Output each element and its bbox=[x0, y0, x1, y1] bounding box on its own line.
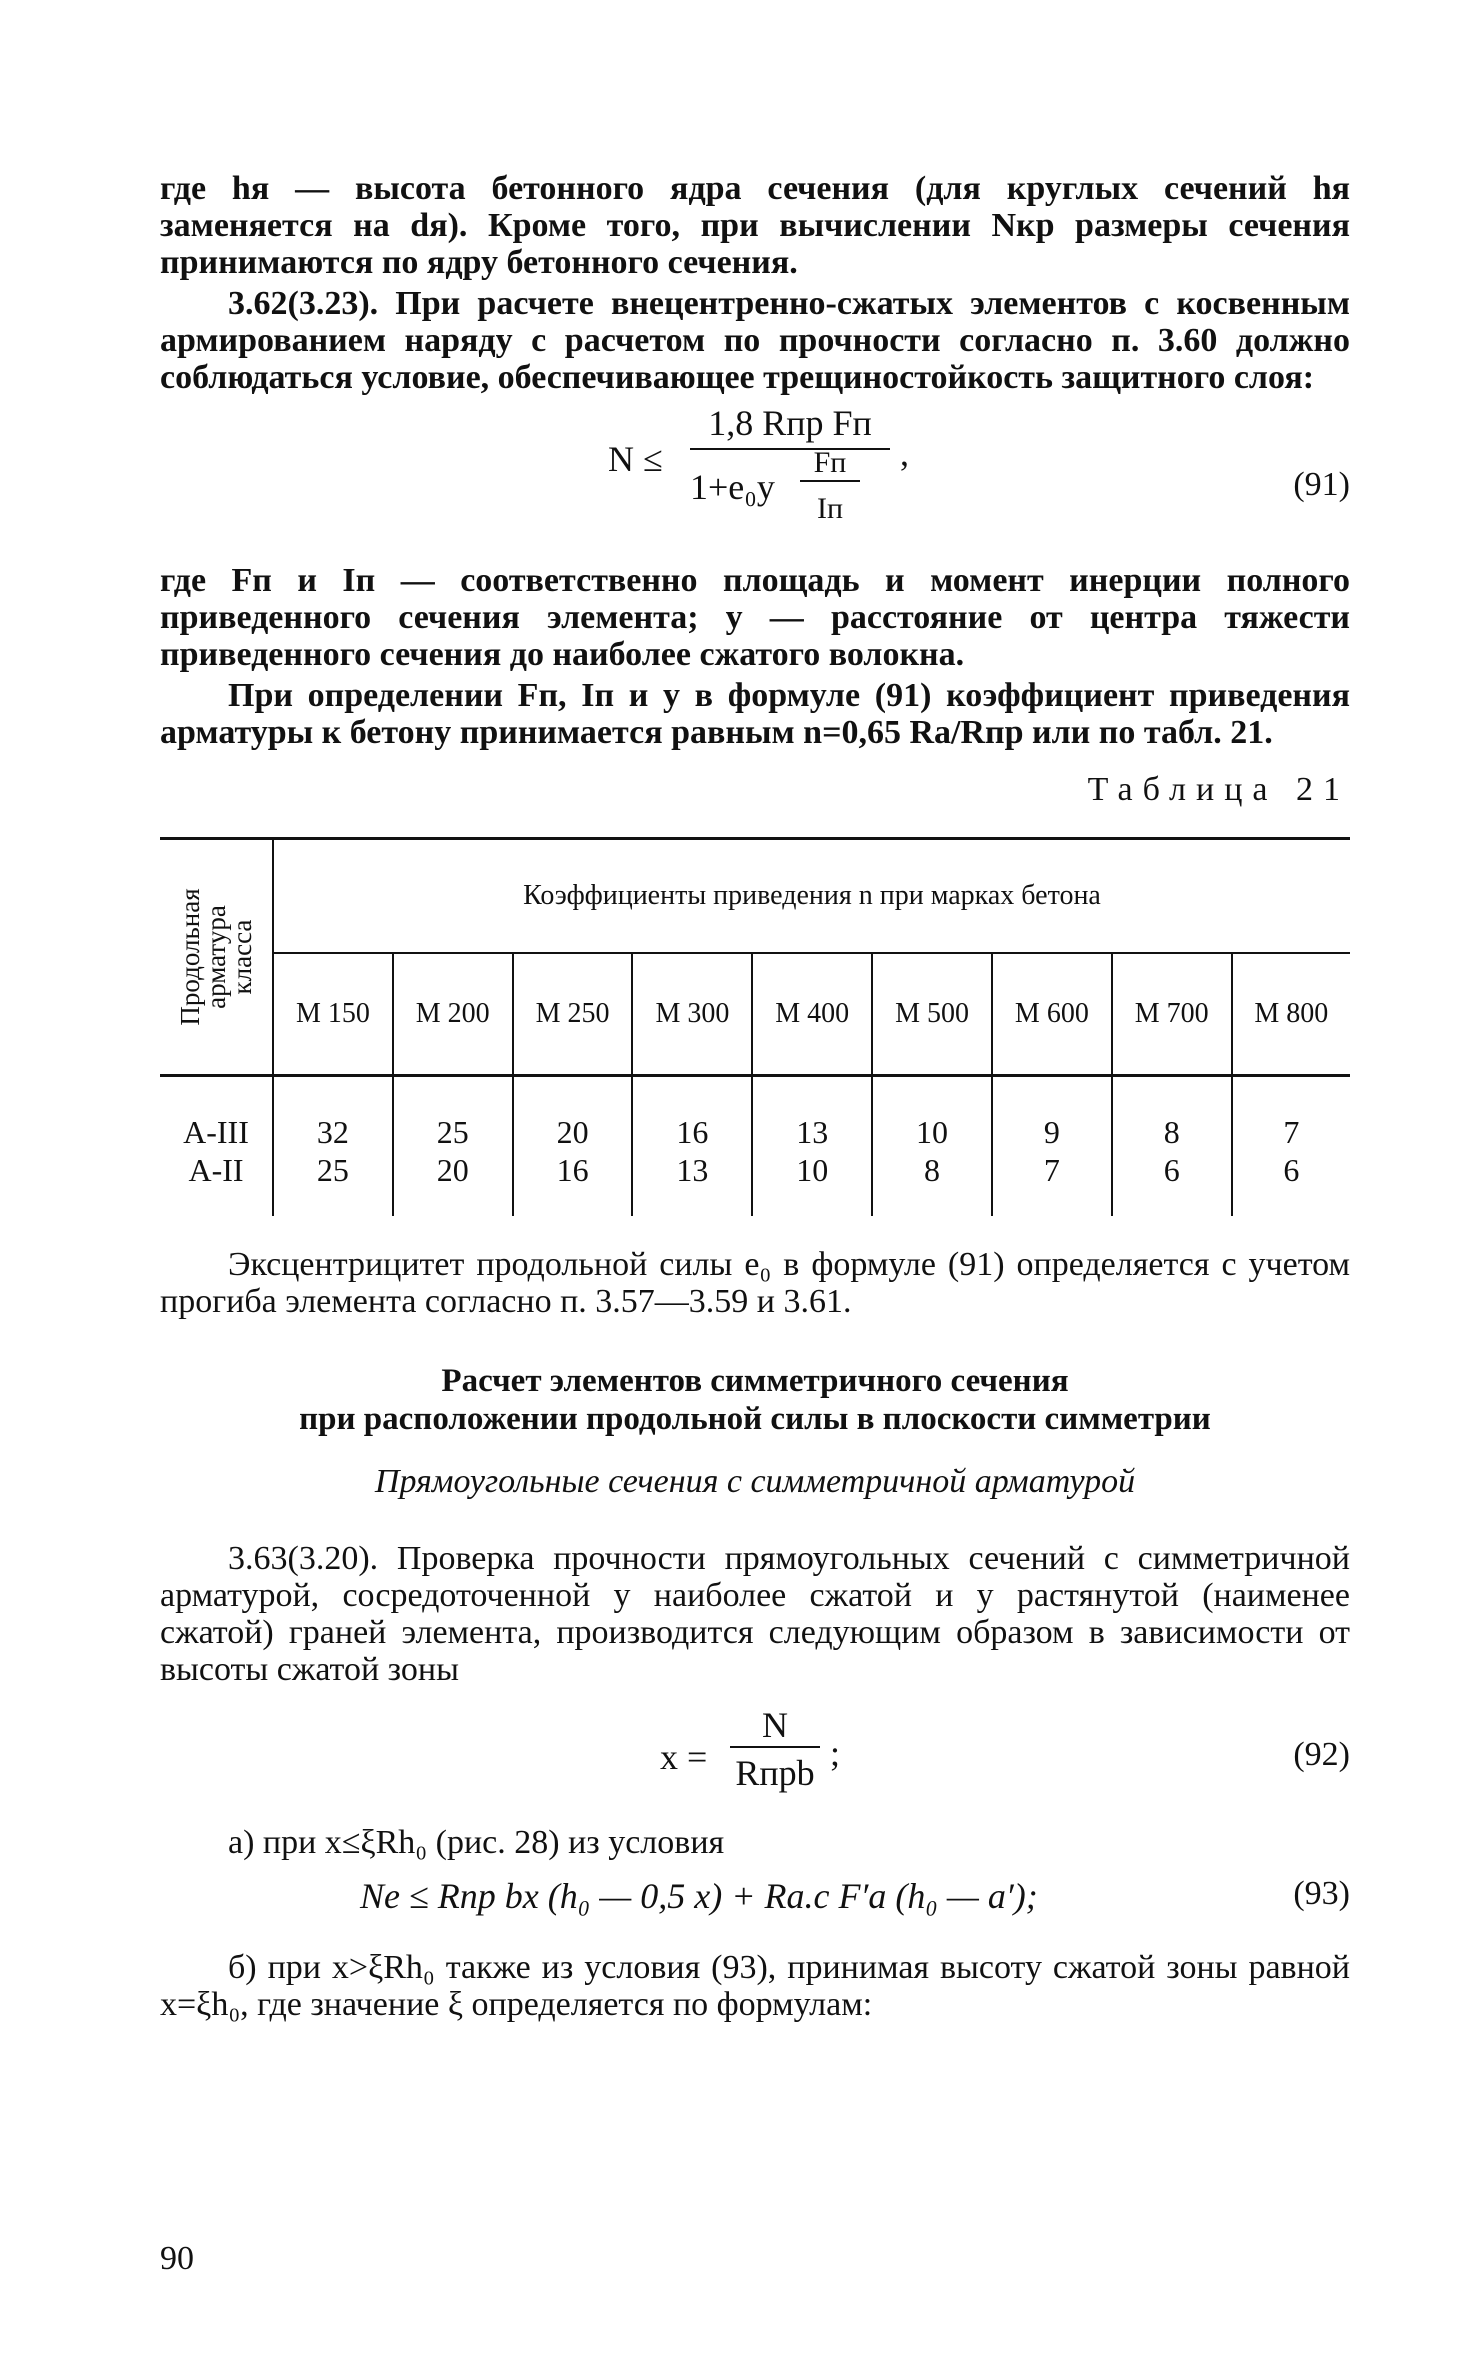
formula-93-number: (93) bbox=[1293, 1874, 1350, 1912]
row-labels bbox=[160, 1076, 273, 1216]
formula-92-tail: ; bbox=[830, 1732, 841, 1773]
column-header: М 250 bbox=[513, 953, 633, 1076]
table-cell: 25 20 bbox=[393, 1076, 513, 1216]
row-label: А-III bbox=[183, 1114, 249, 1150]
table-data-row bbox=[160, 1076, 1350, 1216]
column-header: М 200 bbox=[393, 953, 513, 1076]
column-header: М 800 bbox=[1254, 998, 1329, 1029]
table-cell: 9 7 bbox=[992, 1076, 1112, 1216]
formula-91-number: (91) bbox=[1293, 466, 1350, 503]
formula-91-den-frac-den: Iп bbox=[816, 492, 844, 525]
paragraph-where-fp: где Fп и Iп — соответственно площадь и момент инерции полного приведенного сечения элемента; y — расстояние от центра тяжести приведенного сечения до наиболее сжатого волокна. bbox=[160, 562, 1350, 673]
paragraph-3-62: 3.62(3.23). При расчете внецентренно-сжатых элементов с косвенным армированием наряду с расчетом по прочности согласно п. 3.60 должно соблюдаться условие, обеспечивающее трещиностойкость защитного слоя: bbox=[160, 285, 1350, 396]
paragraph-definition: При определении Fп, Iп и y в формуле (91) коэффициент приведения арматуры к бетону принимается равным n=0,65 Rа/Rпр или по табл. 21. bbox=[160, 677, 1350, 751]
formula-93-expr: Ne ≤ Rпр bx (h₀ — 0,5 x) + Rа.с F′а (h₀ — a′); bbox=[360, 1875, 1038, 1916]
formula-91-den-frac-num: Fп bbox=[800, 446, 860, 482]
section-heading-line2: при расположении продольной силы в плоскости симметрии bbox=[299, 1400, 1211, 1437]
column-header: М 150 bbox=[273, 953, 393, 1076]
column-header: М 600 bbox=[992, 953, 1112, 1076]
column-header: М 400 bbox=[752, 953, 872, 1076]
row-header-cell bbox=[160, 839, 273, 1076]
paragraph-eccentricity: Эксцентрицитет продольной силы e₀ в формуле (91) определяется с учетом прогиба элемента согласно п. 3.57—3.59 и 3.61. bbox=[160, 1245, 1350, 1320]
formula-92-num: N bbox=[730, 1704, 820, 1748]
item-b: б) при x>ξRh₀ также из условия (93), принимая высоту сжатой зоны равной x=ξh₀, где значение ξ определяется по формулам: bbox=[160, 1948, 1350, 2023]
table-cell: 20 16 bbox=[513, 1076, 633, 1216]
formula-91-lhs: N ≤ bbox=[608, 439, 663, 479]
group-header: Коэффициенты приведения n при марках бетона bbox=[273, 839, 1350, 954]
table-cell: 13 10 bbox=[752, 1076, 872, 1216]
column-header: М 500 bbox=[872, 953, 992, 1076]
formula-92 bbox=[160, 1704, 1350, 1814]
page-body bbox=[160, 170, 1350, 2023]
item-a: а) при x≤ξRh₀ (рис. 28) из условия bbox=[228, 1823, 725, 1861]
column-header: М 300 bbox=[632, 953, 752, 1076]
table-cell: 16 13 bbox=[632, 1076, 752, 1216]
formula-91-numerator: 1,8 Rпр Fп bbox=[690, 402, 890, 450]
table-cell: 32 25 bbox=[273, 1076, 393, 1216]
formula-91-den-left: 1+e₀y bbox=[690, 467, 775, 507]
table-21 bbox=[160, 837, 1350, 1216]
section-heading-line1: Расчет элементов симметричного сечения bbox=[441, 1362, 1069, 1399]
page-number: 90 bbox=[160, 2240, 194, 2277]
formula-92-den: Rпрb bbox=[735, 1752, 815, 1793]
table-title: Таблица 21 bbox=[1087, 771, 1350, 808]
table-cell: 10 8 bbox=[872, 1076, 992, 1216]
row-label: А-II bbox=[188, 1152, 244, 1188]
formula-92-lhs: x = bbox=[660, 1736, 708, 1777]
paragraph-core-height: где hя — высота бетонного ядра сечения (для круглых сечений hя заменяется на dя). Кроме того, при вычислении Nкр размеры сечения принимаются по ядру бетонного сечения. bbox=[160, 170, 1350, 281]
row-header-label: Продольная арматура класса bbox=[175, 888, 257, 1026]
column-header-row bbox=[160, 953, 1350, 1076]
formula-92-number: (92) bbox=[1293, 1735, 1350, 1773]
subheading: Прямоугольные сечения с симметричной арматурой bbox=[374, 1462, 1136, 1500]
formula-91-comma: , bbox=[900, 433, 909, 473]
paragraph-3-63: 3.63(3.20). Проверка прочности прямоугольных сечений с симметричной арматурой, сосредоточенной у наиболее сжатой и у растянутой (наименее сжатой) граней элемента, производится следующим образом в зависимости от высоты сжатой зоны bbox=[160, 1539, 1350, 1688]
table-cell: 7 6 bbox=[1283, 1114, 1300, 1188]
formula-93 bbox=[160, 1869, 1350, 1925]
column-header: М 700 bbox=[1112, 953, 1232, 1076]
table-cell: 8 6 bbox=[1112, 1076, 1232, 1216]
formula-91 bbox=[160, 402, 1350, 562]
